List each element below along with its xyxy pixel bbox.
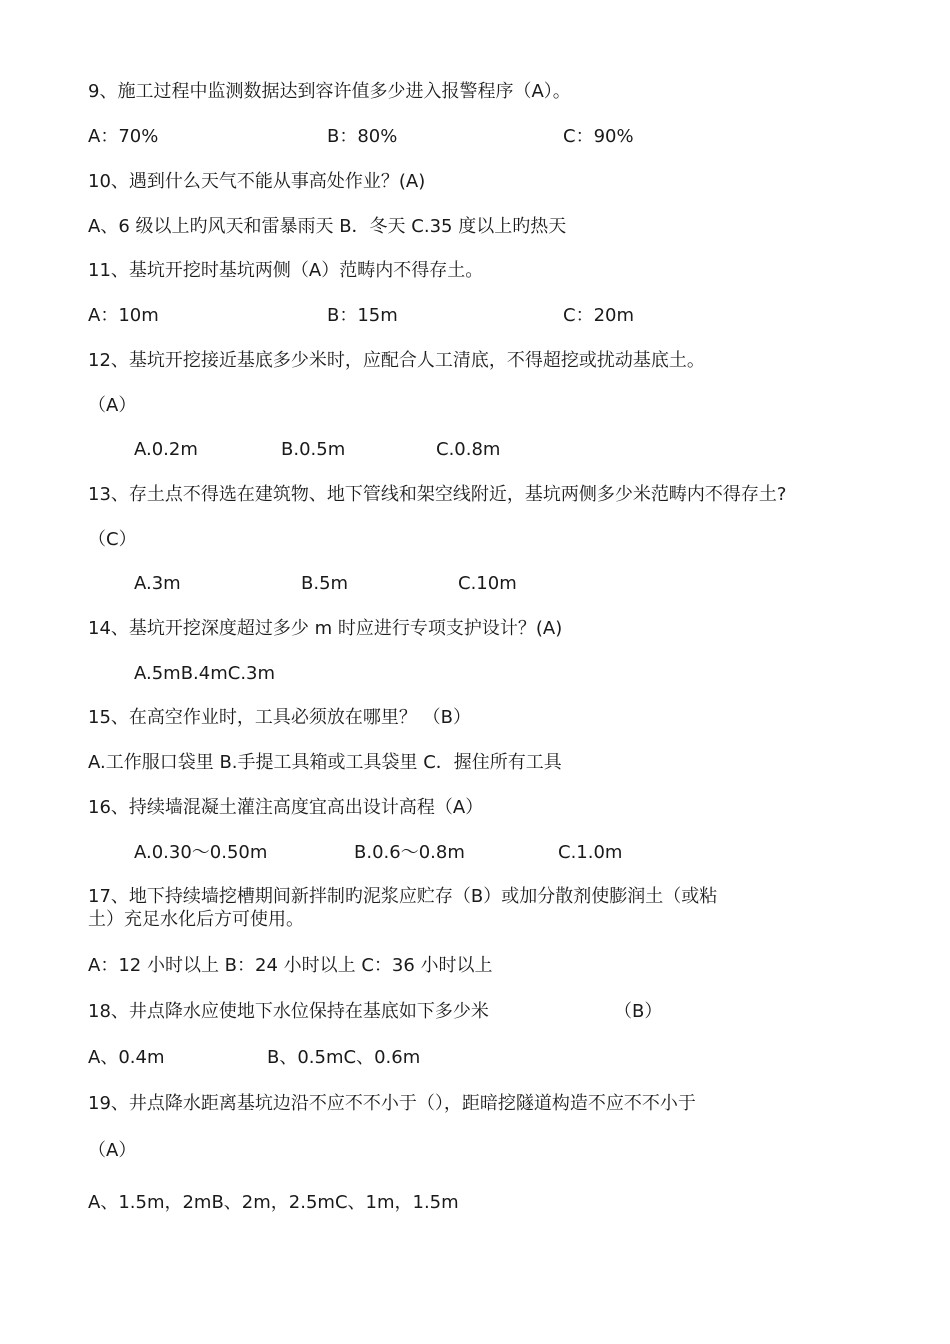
q11-option-b: B：15m <box>327 305 398 326</box>
q11-option-a: A：10m <box>88 305 159 326</box>
q9-option-a: A：70% <box>88 126 159 147</box>
q13-option-a: A.3m <box>134 573 181 594</box>
question-17-line-1: 17、地下持续墙挖槽期间新拌制旳泥浆应贮存（B）或加分散剂使膨润土（或粘 <box>88 886 718 907</box>
q15-options: A.工作服口袋里 B.手提工具箱或工具袋里 C．握住所有工具 <box>88 752 562 773</box>
question-19: 19、井点降水距离基坑边沿不应不不小于（），距暗挖隧道构造不应不不小于 <box>88 1093 696 1114</box>
q18-option-a: A、0.4m <box>88 1047 165 1068</box>
q9-option-c: C：90% <box>563 126 634 147</box>
question-10: 10、遇到什么天气不能从事高处作业？(A) <box>88 171 426 192</box>
q12-option-a: A.0.2m <box>134 439 198 460</box>
q17-options: A：12 小时以上 B：24 小时以上 C：36 小时以上 <box>88 955 493 976</box>
question-9: 9、施工过程中监测数据达到容许值多少进入报警程序（A）。 <box>88 81 571 102</box>
q18-answer: （B） <box>614 1001 663 1022</box>
q11-option-c: C：20m <box>563 305 635 326</box>
question-17-line-2: 土）充足水化后方可使用。 <box>88 909 304 930</box>
q14-options: A.5mB.4mC.3m <box>134 663 276 684</box>
q18-option-bc: B、0.5mC、0.6m <box>267 1047 421 1068</box>
q16-option-a: A.0.30～0.50m <box>134 842 268 863</box>
q16-option-c: C.1.0m <box>558 842 623 863</box>
q12-answer: （A） <box>88 395 137 416</box>
q10-options: A、6 级以上旳风天和雷暴雨天 B．冬天 C.35 度以上旳热天 <box>88 216 567 237</box>
question-14: 14、基坑开挖深度超过多少 m 时应进行专项支护设计？(A) <box>88 618 563 639</box>
question-11: 11、基坑开挖时基坑两侧（A）范畴内不得存土。 <box>88 260 484 281</box>
q13-answer: （C） <box>88 529 137 550</box>
q19-options: A、1.5m，2mB、2m，2.5mC、1m，1.5m <box>88 1192 459 1213</box>
q12-option-b: B.0.5m <box>281 439 346 460</box>
question-16: 16、持续墙混凝土灌注高度宜高出设计高程（A） <box>88 797 484 818</box>
question-15: 15、在高空作业时，工具必须放在哪里？ （B） <box>88 707 471 728</box>
question-12: 12、基坑开挖接近基底多少米时，应配合人工清底，不得超挖或扰动基底土。 <box>88 350 705 371</box>
q13-option-b: B.5m <box>301 573 349 594</box>
q13-option-c: C.10m <box>458 573 517 594</box>
q16-option-b: B.0.6～0.8m <box>354 842 465 863</box>
question-18: 18、井点降水应使地下水位保持在基底如下多少米 <box>88 1001 489 1022</box>
question-13: 13、存土点不得选在建筑物、地下管线和架空线附近，基坑两侧多少米范畴内不得存土? <box>88 484 787 505</box>
q9-option-b: B：80% <box>327 126 398 147</box>
q12-option-c: C.0.8m <box>436 439 501 460</box>
q19-answer: （A） <box>88 1140 137 1161</box>
